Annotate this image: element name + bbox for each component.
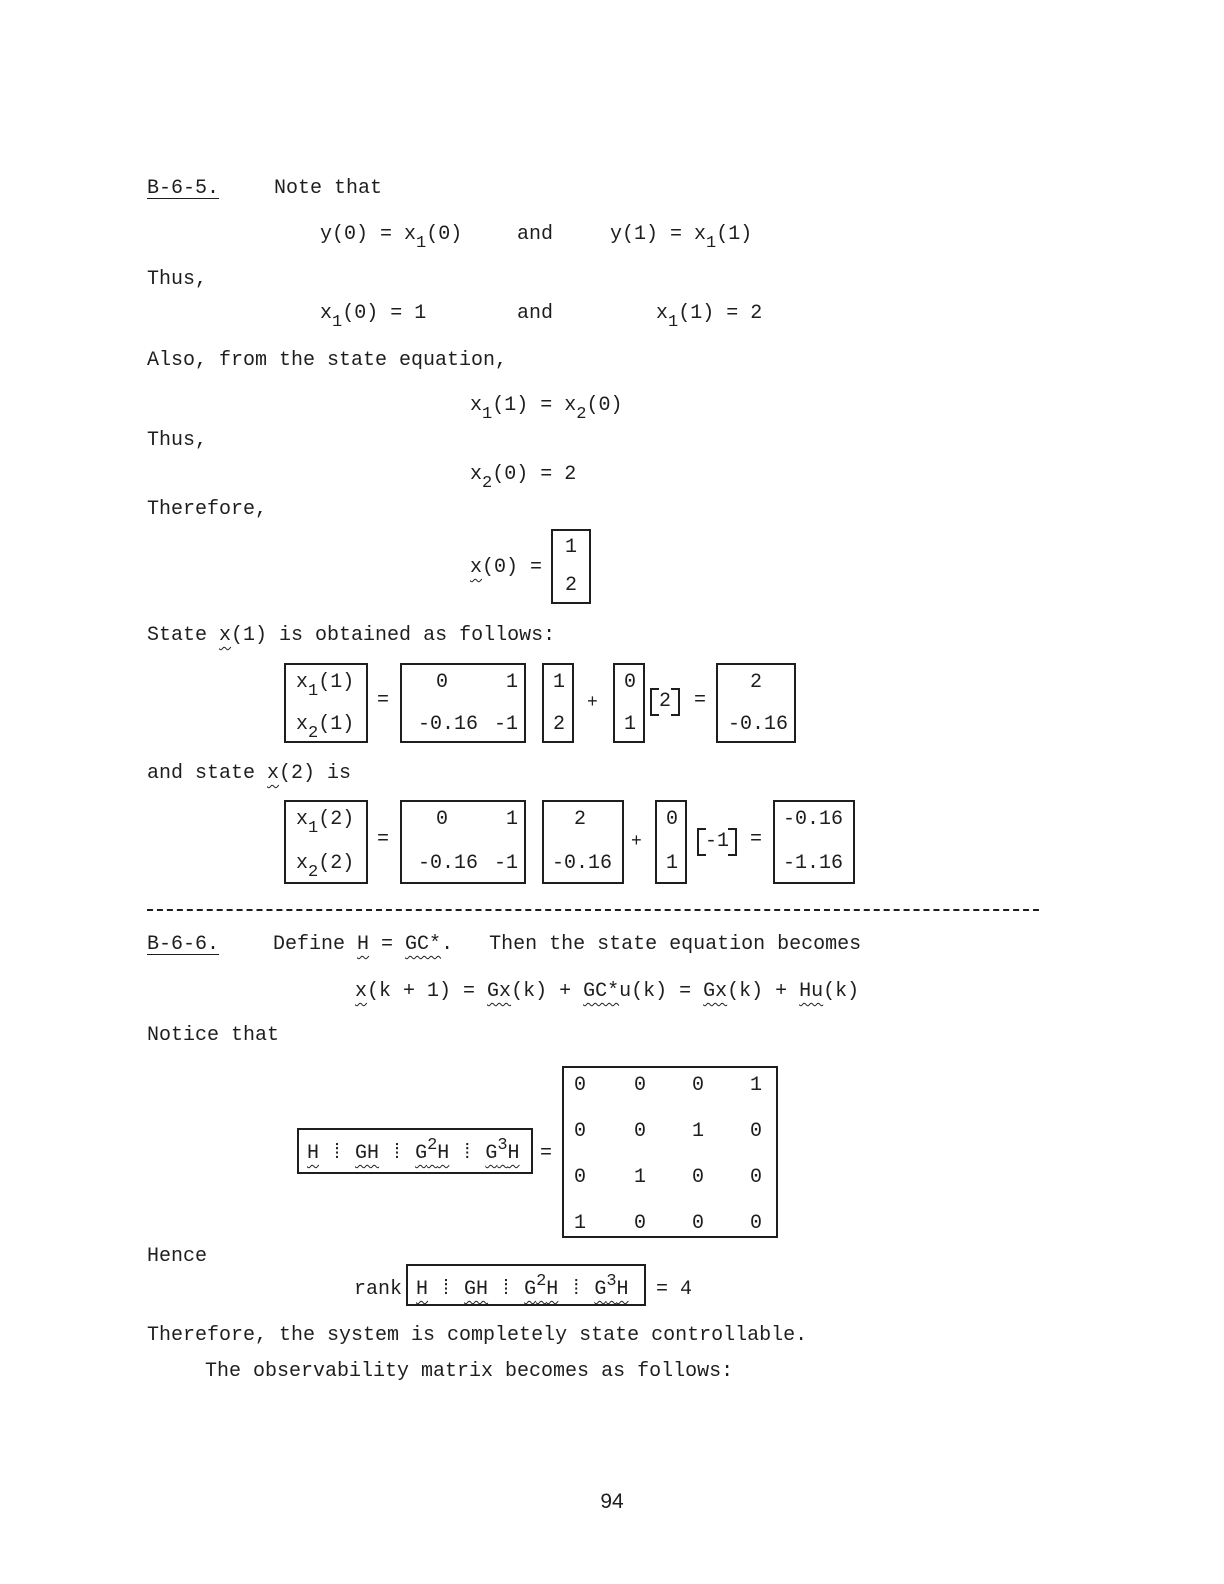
equation-x1-1-x2-0: $x_1(1) = x_2(0)$ [470,394,623,424]
equals-sign: = [377,689,390,712]
and-text: and [517,302,554,325]
rank-label: rank [354,1278,403,1301]
page-number: 94 [600,1490,624,1513]
vector-cell: 1 [565,536,578,559]
equation-x1-1: $x_1(1) = 2$ [656,302,763,332]
x0-lhs: x(0) = [470,556,543,579]
h-column: 0 1 [655,800,687,884]
equation-y0: $y(0) = x_1(0)$ [320,223,463,253]
x1-state-vector: $x_1(1)$ $x_2(1)$ [284,663,368,743]
equals-sign: = [540,1142,553,1165]
rank-value: = 4 [656,1278,693,1301]
plus-sign: + [587,693,598,713]
x2-result: -0.16 -1.16 [773,800,855,884]
g-matrix: 0 1 -0.16 -1 [400,663,526,743]
thus-text: Thus, [147,429,208,452]
vector-cell: 2 [565,574,578,597]
problem-label: B-6-5. [147,177,220,200]
state2-text: and state x(2) is [147,762,352,785]
equals-sign: = [750,828,763,851]
state1-text: State x(1) is obtained as follows: [147,624,556,647]
also-text: Also, from the state equation, [147,349,508,372]
input-u0: 2 [650,688,680,716]
controllability-block: H ⁞ GH ⁞ $G^2H$ ⁞ $G^3H$ [297,1128,533,1174]
x0-column: 1 2 [542,663,574,743]
x1-result: 2 -0.16 [716,663,796,743]
x1-column: 2 -0.16 [542,800,624,884]
state-equation: x(k + 1) = Gx(k) + GC*u(k) = Gx(k) + Hu(k) [355,980,860,1003]
input-u1: -1 [697,828,737,856]
equals-sign: = [377,828,390,851]
rank-block: H ⁞ GH ⁞ $G^2H$ ⁞ $G^3H$ [406,1264,646,1306]
equation-x1-0: $x_1(0) = 1$ [320,302,427,332]
x0-vector [551,529,591,604]
equation-y1: $y(1) = x_1(1)$ [610,223,753,253]
x2-state-vector: $x_1(2)$ $x_2(2)$ [284,800,368,884]
therefore-text: Therefore, [147,498,268,521]
h-column: 0 1 [613,663,645,743]
thus-text: Thus, [147,268,208,291]
intro-text: Note that [274,177,383,200]
and-text: and [517,223,554,246]
define-text: Define H = GC*. Then the state equation becomes [273,933,862,956]
plus-sign: + [631,832,642,852]
g-matrix: 0 1 -0.16 -1 [400,800,526,884]
conclusion-text: Therefore, the system is completely state controllable. [147,1324,808,1347]
problem-label: B-6-6. [147,933,220,956]
section-divider [147,909,1039,911]
notice-text: Notice that [147,1024,280,1047]
hence-text: Hence [147,1245,208,1268]
equals-sign: = [694,689,707,712]
observability-text: The observability matrix becomes as follows: [205,1360,734,1383]
controllability-matrix: 0 0 0 1 0 0 1 0 0 1 0 0 1 0 0 0 [562,1066,778,1238]
equation-x2-0: $x_2(0) = 2$ [470,463,577,493]
